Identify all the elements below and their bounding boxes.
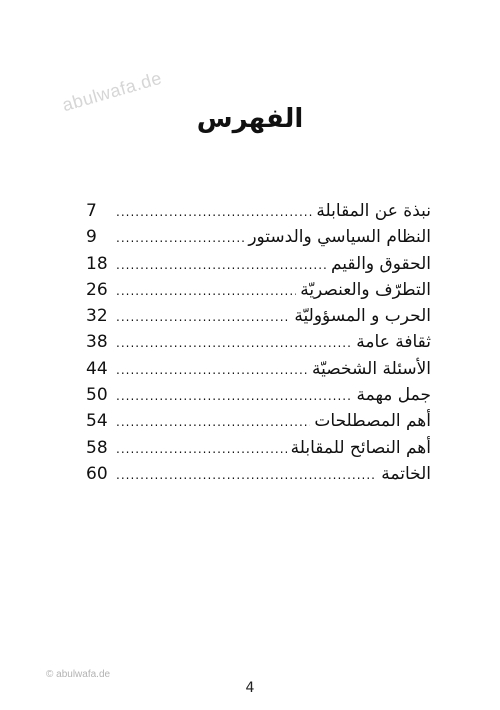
toc-entry[interactable] — [86, 382, 431, 408]
toc-entry[interactable] — [86, 356, 431, 382]
toc-entry-title: أهم المصطلحات — [314, 411, 431, 432]
page-number: 4 — [245, 680, 255, 696]
toc-entry-title: الحرب و المسؤوليّة — [294, 306, 431, 327]
toc-entry[interactable] — [86, 224, 431, 250]
toc-entry-page: 32 — [86, 306, 108, 327]
toc-entry[interactable] — [86, 435, 431, 461]
dot-leader — [116, 225, 244, 251]
dot-leader — [116, 304, 290, 330]
toc-entry-page: 60 — [86, 463, 108, 484]
dot-leader — [116, 252, 327, 278]
dot-leader — [116, 462, 377, 488]
toc-entry[interactable] — [86, 329, 431, 355]
toc-entry-title: الخاتمة — [381, 463, 431, 484]
toc-entry[interactable] — [86, 277, 431, 303]
toc-entry-page: 18 — [86, 253, 108, 274]
toc-entry-page: 58 — [86, 437, 108, 458]
toc-entry-page: 44 — [86, 358, 108, 379]
dot-leader — [116, 383, 353, 409]
toc-entry[interactable] — [86, 198, 431, 224]
toc-entry-page: 38 — [86, 332, 108, 353]
page-title: الفهرس — [196, 104, 304, 134]
toc-entry-title: الأسئلة الشخصيّة — [312, 358, 431, 379]
watermark: abulwafa.de — [60, 67, 165, 116]
toc-entry-page: 9 — [86, 227, 97, 248]
dot-leader — [116, 330, 352, 356]
dot-leader — [116, 409, 310, 435]
dot-leader — [116, 199, 312, 225]
toc-entry-page: 50 — [86, 385, 108, 406]
toc-entry-page: 26 — [86, 279, 108, 300]
toc-entry-page: 7 — [86, 201, 97, 221]
toc-entry[interactable] — [86, 303, 431, 329]
copyright-notice: © abulwafa.de — [46, 669, 111, 680]
dot-leader — [116, 436, 287, 462]
toc-entry[interactable] — [86, 408, 431, 434]
dot-leader — [116, 357, 308, 383]
toc-entry[interactable] — [86, 251, 431, 277]
toc-entry-title: التطرّف والعنصريّة — [300, 279, 431, 300]
toc-entry-title: نبذة عن المقابلة — [316, 201, 431, 221]
toc-entry-title: ثقافة عامة — [356, 332, 431, 353]
table-of-contents — [86, 198, 431, 487]
toc-entry-page: 54 — [86, 411, 108, 432]
toc-entry[interactable] — [86, 461, 431, 487]
toc-entry-title: النظام السياسي والدستور — [248, 227, 431, 248]
dot-leader — [116, 278, 296, 304]
toc-entry-title: جمل مهمة — [356, 385, 431, 406]
toc-entry-title: أهم النصائح للمقابلة — [290, 437, 431, 458]
toc-entry-title: الحقوق والقيم — [330, 253, 431, 274]
